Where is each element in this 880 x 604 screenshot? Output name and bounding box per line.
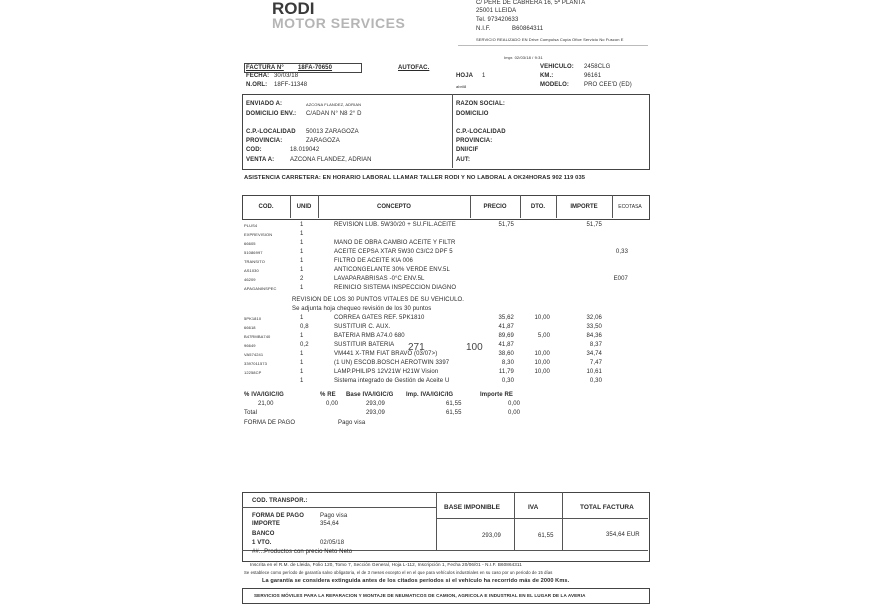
due-date-value: 02/05/18	[320, 540, 345, 546]
item-precio: 38,60	[498, 351, 514, 357]
item-cod: 96649	[244, 343, 256, 348]
vat-total-amount: 61,55	[446, 410, 462, 416]
item-unid: 1	[300, 240, 304, 246]
checklist-note: Se adjunta hoja chequeo revisión de los 30 puntos	[292, 306, 432, 312]
item-unid: 1	[300, 351, 304, 357]
item-precio: 51,75	[498, 222, 514, 228]
item-unid: 1	[300, 333, 304, 339]
item-unid: 1	[300, 369, 304, 375]
item-cod: EXPREVISION	[244, 232, 273, 237]
item-unid: 1	[300, 285, 304, 291]
item-cod: 3397011573	[244, 361, 267, 366]
hoja-label: HOJA	[456, 73, 474, 79]
net-products-note: ##...Productos con precio Neto Neto	[252, 549, 353, 555]
item-eco: E007	[613, 276, 628, 282]
item-importe: 51,75	[586, 222, 602, 228]
item-importe: 33,50	[586, 324, 602, 330]
shipping-address-label: DOMICILIO ENV.:	[246, 111, 297, 117]
amount-label: IMPORTE	[252, 521, 281, 527]
item-concepto: CORREA GATES REF. 5PK1810	[334, 315, 425, 321]
item-unid: 0,2	[300, 342, 309, 348]
item-eco: 0,33	[615, 249, 628, 255]
item-cod: APAGANINSPEC	[244, 286, 277, 291]
item-unid: 1	[300, 258, 304, 264]
summary-payment-value: Pago visa	[320, 513, 348, 519]
vat-header-base: Base IVA/IGIC/G	[346, 392, 394, 398]
client-box-divider	[452, 94, 453, 168]
company-footnote: SERVICIO REALIZADO EN Drive Compulsa Copia Ofice Servicio No Fuscon E	[476, 37, 624, 42]
item-importe: 7,47	[589, 360, 602, 366]
company-logo-line1: RODI	[272, 0, 315, 18]
item-importe: 8,37	[589, 342, 602, 348]
item-concepto: SUSTITUIR BATERIA	[334, 342, 395, 348]
sent-to-value: AZCONA FLANDEZ, ADRIAN	[306, 102, 362, 107]
payment-method-value: Pago visa	[338, 420, 366, 426]
invoice-total-value: 354,64 EUR	[606, 532, 640, 538]
item-concepto: MANO DE OBRA CAMBIO ACEITE Y FILTR	[334, 240, 456, 246]
item-concepto: LAMP.PHILIPS 12V21W H21W Vision	[334, 369, 439, 375]
iva-value: 61,55	[538, 533, 554, 539]
roadside-assistance: ASISTENCIA CARRETERA: EN HORARIO LABORAL LLAMAR TALLER RODI Y NO LABORAL A OK24HORAS 902 119 035	[244, 175, 586, 181]
item-concepto: ANTICONGELANTE 30% VERDE ENV.5L	[334, 267, 450, 273]
due-date-label: 1 VTO.	[252, 540, 272, 546]
col-header-concepto: CONCEPTO	[377, 204, 411, 210]
model-value: PRO CEE'D (ED)	[584, 82, 632, 88]
invoice-date: 30/03/18	[274, 73, 299, 79]
province-value: ZARAGOZA	[306, 138, 340, 144]
vat-rate: 21,00	[258, 401, 274, 407]
col-header-importe: IMPORTE	[570, 204, 598, 210]
company-nif: B60864311	[512, 26, 544, 32]
company-address1: C/ PERE DE CABRERA 16, 5ª PLANTA	[476, 0, 586, 6]
revision-note: REVISION DE LOS 30 PUNTOS VITALES DE SU VEHICULO.	[292, 297, 465, 303]
col-header-cod: COD.	[258, 204, 274, 210]
item-concepto: REINICIO SISTEMA INSPECCION DIAGNO	[334, 285, 457, 291]
invoice-number-label: FACTURA N°	[246, 65, 284, 71]
item-dto: 10,00	[534, 351, 550, 357]
item-unid: 1	[300, 360, 304, 366]
item-precio: 8,30	[501, 360, 514, 366]
item-concepto: VM441 X-TRM FIAT BRAVO (03/07>)	[334, 351, 438, 357]
item-dto: 10,00	[534, 360, 550, 366]
vat-amount: 61,55	[446, 401, 462, 407]
vat-total-label: Total	[244, 410, 258, 416]
divider	[458, 45, 648, 46]
summary-divider	[562, 492, 563, 550]
iva-label: IVA	[528, 504, 539, 511]
summary-payment-label: FORMA DE PAGO	[252, 513, 304, 519]
item-dto: 10,00	[534, 315, 550, 321]
item-precio: 35,62	[498, 315, 514, 321]
vat-header-imp: Imp. IVA/IGIC/IG	[406, 392, 454, 398]
overlay-number-a: 271	[408, 342, 425, 353]
col-header-ecotasa: ECOTASA	[618, 204, 642, 210]
address-label: DOMICILIO	[456, 111, 489, 117]
item-cod: B47RMBA740	[244, 334, 271, 339]
item-unid: 1	[300, 222, 304, 228]
col-header-unid: UNID	[296, 204, 312, 210]
summary-row-divider	[242, 507, 436, 508]
postal-code2-label: C.P.-LOCALIDAD	[456, 129, 506, 135]
re-rate: 0,00	[326, 401, 339, 407]
vat-total-re: 0,00	[508, 410, 521, 416]
item-cod: 5PK1810	[244, 316, 262, 321]
postal-code-label: C.P.-LOCALIDAD	[246, 129, 296, 135]
company-address2: 25001 LLEIDA	[476, 8, 517, 14]
item-concepto: REVISION LUB. 5W30/20 + SU.FIL.ACEITE	[334, 222, 456, 228]
mobile-services: SERVICIOS MÓVILES PARA LA REPARACION Y MONTAJE DE NEUMATICOS DE CAMION, AGRICOLA E INDUSTRIAL EN EL LUGAR DE LA AVERIA	[254, 593, 586, 598]
client-code-value: 18.019042	[290, 147, 320, 153]
item-cod: 51086997	[244, 250, 263, 255]
vat-base: 293,09	[366, 401, 385, 407]
sold-to-label: VENTA A:	[246, 157, 275, 163]
carrier-code-label: COD. TRANSPOR.:	[252, 498, 308, 504]
autofac-label: AUTOFAC.	[398, 65, 430, 71]
company-logo-line2: MOTOR SERVICES	[272, 15, 406, 31]
summary-row-divider	[436, 518, 648, 519]
item-unid: 1	[300, 267, 304, 273]
item-cod: AS1030	[244, 268, 259, 273]
overlay-number-b: 100	[466, 342, 483, 353]
invoice-total-label: TOTAL FACTURA	[580, 504, 634, 511]
item-cod: 46209	[244, 277, 256, 282]
re-amount: 0,00	[508, 401, 521, 407]
invoice-number: 18FA-70650	[298, 65, 333, 71]
col-header-dto: DTO.	[530, 204, 546, 210]
item-dto: 10,00	[534, 369, 550, 375]
item-concepto: ACEITE CEPSA XTAR 5W30 C3/C2 DPF 5	[334, 249, 453, 255]
col-header-precio: PRECIO	[483, 204, 507, 210]
item-importe: 32,06	[586, 315, 602, 321]
item-unid: 0,8	[300, 324, 309, 330]
item-precio: 41,87	[498, 342, 514, 348]
item-importe: 10,61	[586, 369, 602, 375]
vat-header-pct: % IVA/IGIC/IG	[244, 392, 284, 398]
item-dto: 5,00	[537, 333, 550, 339]
bank-label: BANCO	[252, 531, 275, 537]
taxable-base-value: 293,09	[482, 533, 501, 539]
summary-divider	[436, 492, 437, 550]
item-unid: 1	[300, 378, 304, 384]
payment-method-label: FORMA DE PAGO	[244, 420, 296, 426]
aut-label: AUT:	[456, 157, 471, 163]
item-cod: PLUS4	[244, 223, 258, 228]
item-cod: VA574241	[244, 352, 264, 357]
item-cod: 66605	[244, 241, 256, 246]
postal-code-value: 50013 ZARAGOZA	[306, 129, 359, 135]
item-concepto: (1 UN) ESCOB.BOSCH AEROTWIN 3397	[334, 360, 450, 366]
item-precio: 41,87	[498, 324, 514, 330]
item-concepto: SUSTITUIR C. AUX.	[334, 324, 391, 330]
item-importe: 0,30	[589, 378, 602, 384]
registry-info: Inscrita en el R.M. de Lleida, Folio 120, Tomo 7, Sección General, Hoja L-112, Inscripción 1, Fecha 20/06/01 - N.I.F. B60864311	[250, 562, 522, 567]
amount-value: 354,64	[320, 521, 339, 527]
vehicle-plate: 2458CLG	[584, 64, 611, 70]
item-cod: TRANSITO	[244, 259, 265, 264]
taxable-base-label: BASE IMPONIBLE	[444, 504, 500, 511]
km-value: 96161	[584, 73, 602, 79]
km-label: KM.:	[540, 73, 554, 79]
date-label: FECHA:	[246, 73, 270, 79]
province-label: PROVINCIA:	[246, 138, 283, 144]
item-importe: 84,36	[586, 333, 602, 339]
hoja-value: 1	[482, 73, 486, 79]
vat-header-re: % RE	[320, 392, 336, 398]
vat-total-base: 293,09	[366, 410, 385, 416]
item-concepto: FILTRO DE ACEITE KIA 006	[334, 258, 413, 264]
model-label: MODELO:	[540, 82, 570, 88]
item-precio: 11,79	[498, 369, 514, 375]
legal-text: Se establece como período de garantía salvo obligatoria, el de 3 meses excepto el en el que para vehículos industriales en su caso por un periodo de 15 días	[244, 570, 553, 575]
norl-value: 18FF-11348	[274, 82, 308, 88]
hoja-sub: abril8	[456, 84, 467, 89]
item-importe: 34,74	[586, 351, 602, 357]
print-date: Impr. 02/03/18 / 9:31	[504, 55, 543, 60]
invoice-number-box	[244, 63, 362, 73]
item-concepto: LAVAPARABRISAS -0°C ENV.5L	[334, 276, 425, 282]
item-unid: 1	[300, 231, 304, 237]
client-code-label: COD:	[246, 147, 262, 153]
sold-to-value: AZCONA FLANDEZ, ADRIAN	[290, 157, 372, 163]
vehicle-label: VEHICULO:	[540, 64, 574, 70]
item-concepto: Sistema integrado de Gestión de Aceite U	[334, 378, 450, 384]
company-tel: Tel. 973420633	[476, 17, 519, 23]
item-cod: 66618	[244, 325, 256, 330]
dni-label: DNI/CIF	[456, 147, 479, 153]
item-precio: 89,69	[498, 333, 514, 339]
norl-label: N.ORL:	[246, 82, 268, 88]
item-precio: 0,30	[501, 378, 514, 384]
company-name-label: RAZON SOCIAL:	[456, 101, 505, 107]
warranty-note: La garantía se considera extinguida antes de los citados períodos si el vehículo ha recorrido más de 2000 Kms.	[262, 578, 570, 584]
shipping-address-value: C/ADAN N° N8 2° D	[306, 111, 362, 117]
item-unid: 1	[300, 315, 304, 321]
company-nif-label: N.I.F.	[476, 26, 491, 32]
vat-header-importe-re: Importe RE	[480, 392, 514, 398]
summary-divider	[514, 492, 515, 550]
item-unid: 1	[300, 249, 304, 255]
sent-to-label: ENVIADO A:	[246, 101, 283, 107]
item-cod: 12258CP	[244, 370, 262, 375]
item-unid: 2	[300, 276, 304, 282]
province2-label: PROVINCIA:	[456, 138, 493, 144]
item-concepto: BATERIA RMB A74.0 680	[334, 333, 405, 339]
